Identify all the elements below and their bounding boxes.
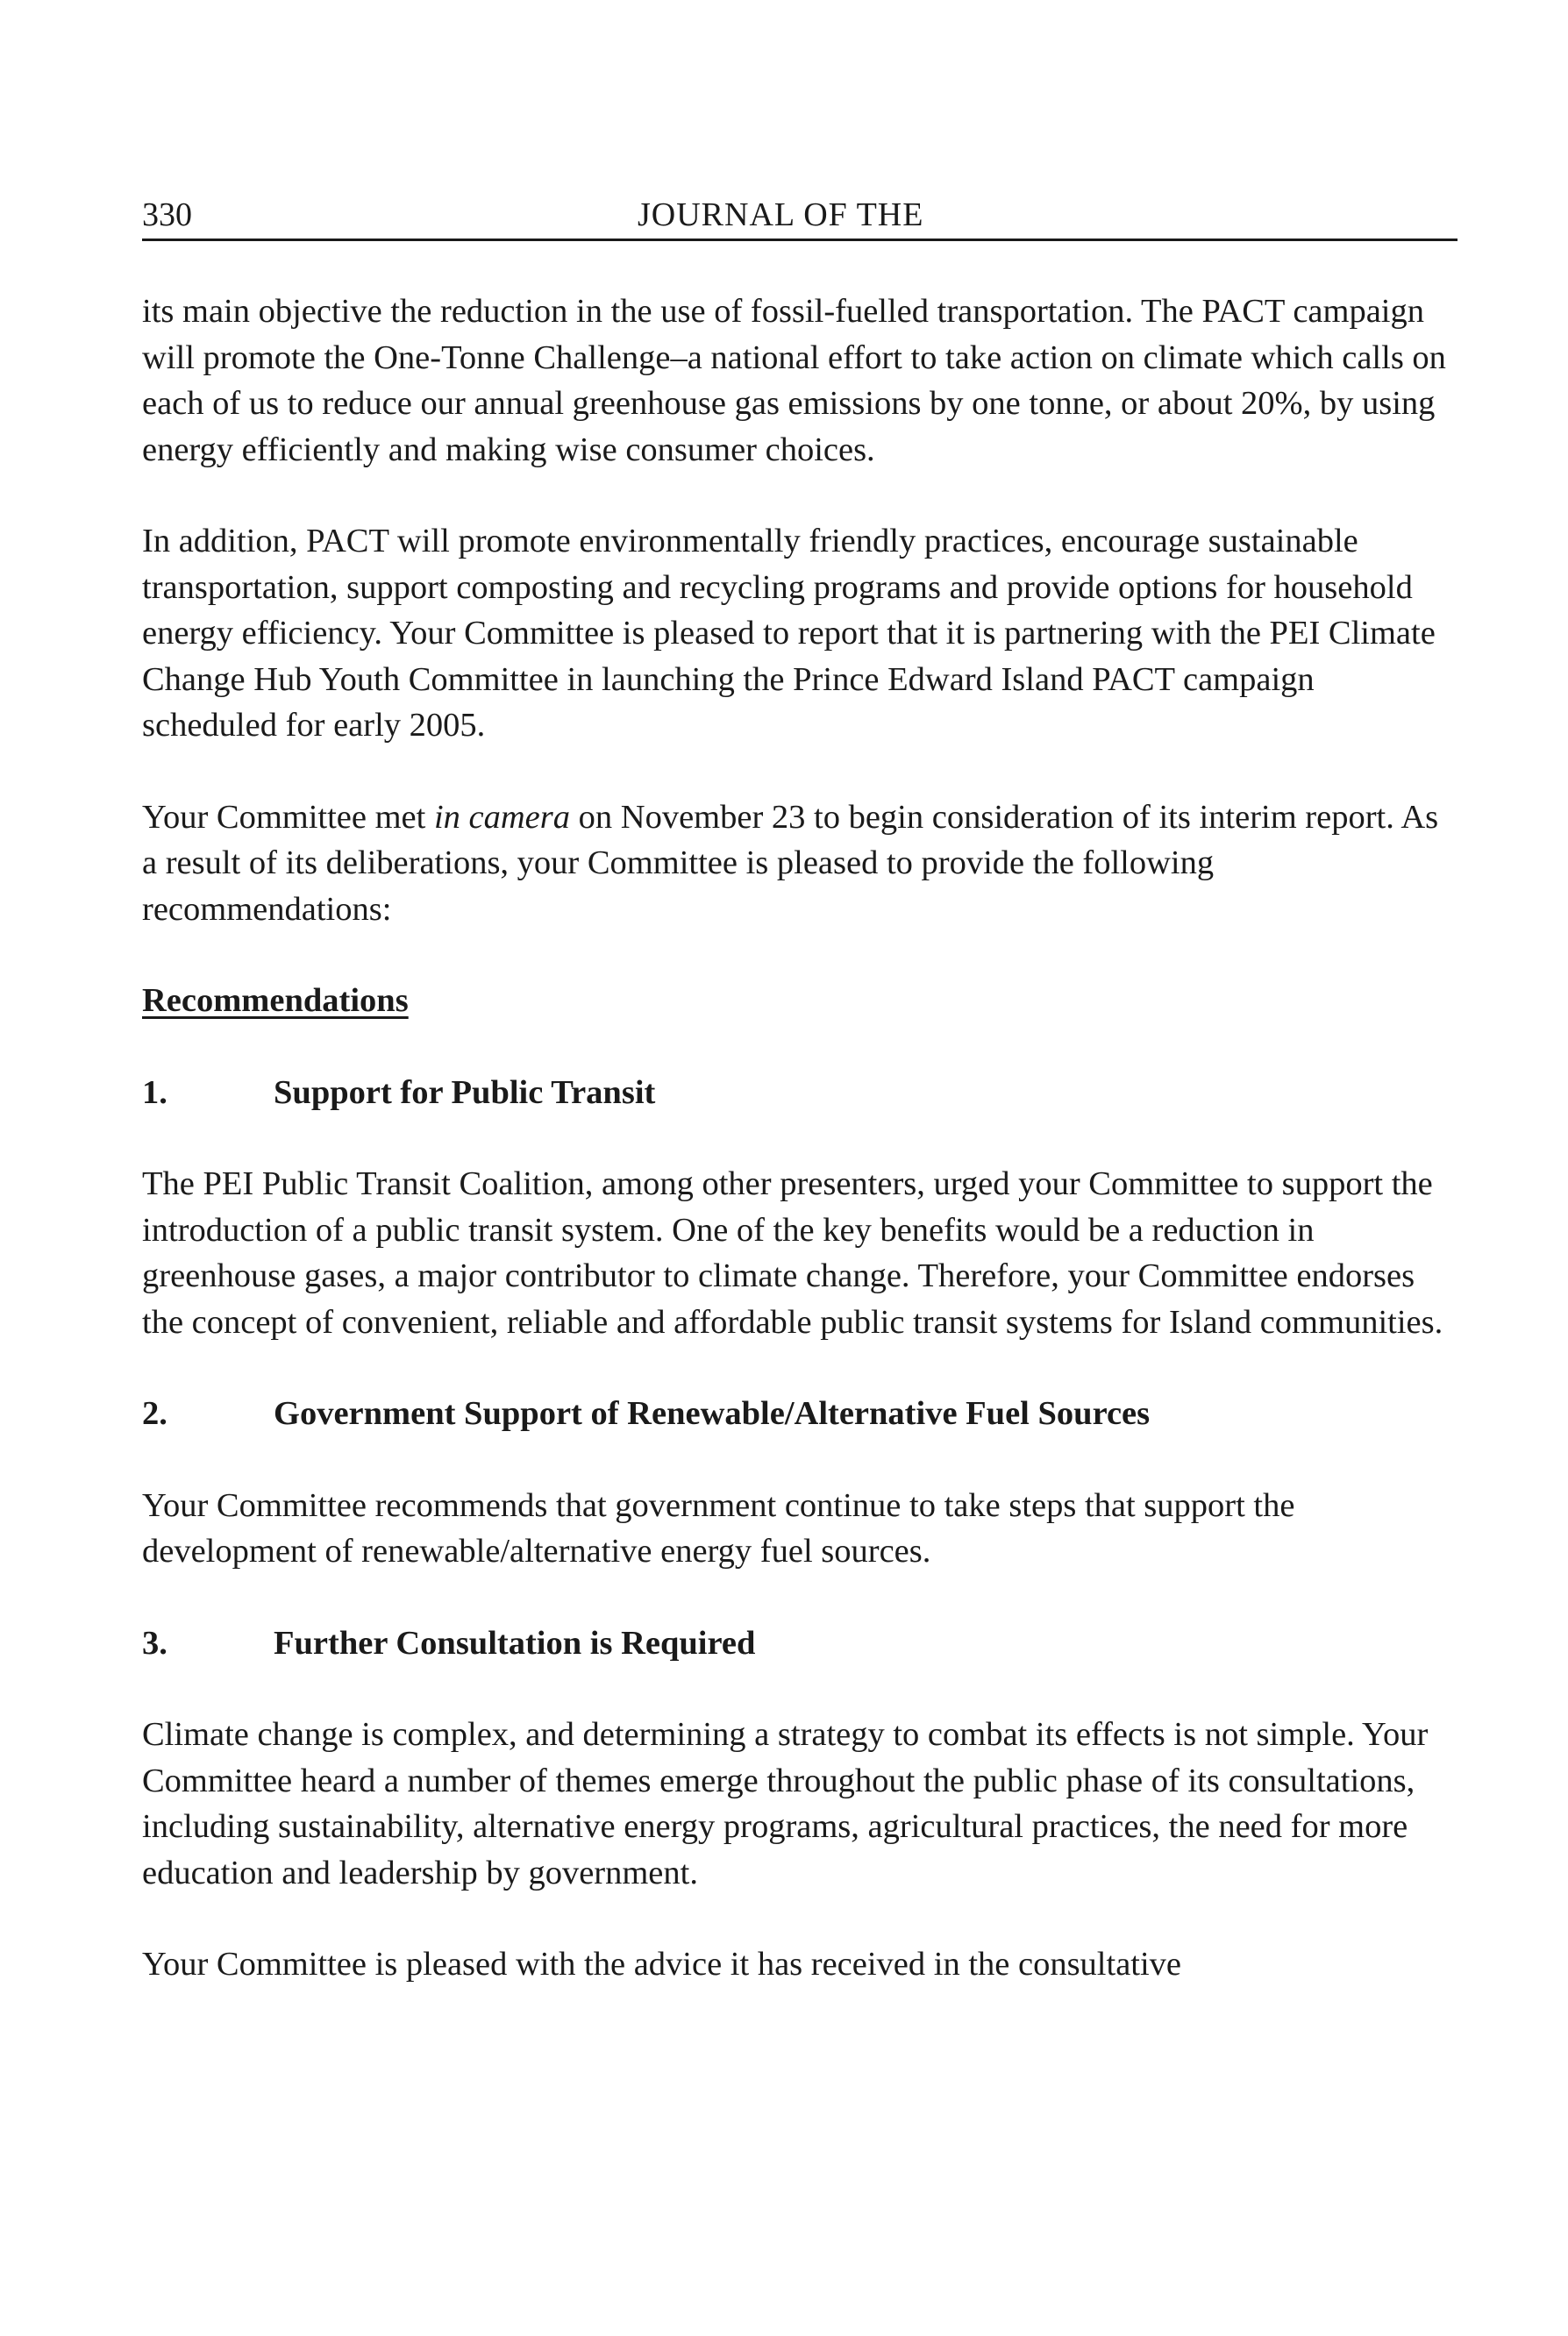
paragraph-pact-campaign: its main objective the reduction in the use of fossil-fuelled transportation. The PACT campaign will promote the One-Tonne Challenge–a national effort to take action on climate which calls on each of us to reduce our annual greenhouse gas emissions by one tonne, or about 20%, by using energy efficiently and making wise consumer choices. [142,293,1446,468]
recommendation-title: Further Consultation is Required [274,1624,756,1662]
recommendation-title: Support for Public Transit [274,1073,656,1111]
recommendation-number: 2. [142,1395,167,1432]
in-camera-text-before: Your Committee met [142,798,434,836]
document-body [142,288,1458,1988]
recommendation-heading-2 [142,1391,1458,1437]
recommendation-number: 3. [142,1624,167,1662]
recommendation-heading-1 [142,1070,1458,1116]
recommendation-body-3: Climate change is complex, and determining a strategy to combat its effects is not simple. Your Committee heard a number of themes emerge throughout the public phase of its consultations, including sustainability, alternative energy programs, agricultural practices, the need for more education and leadership by government. [142,1716,1429,1891]
paragraph-in-camera [142,794,1458,933]
in-camera-italic: in camera [433,798,571,836]
document-page [142,191,1458,2033]
paragraph-pact-practices: In addition, PACT will promote environmentally friendly practices, encourage sustainable transportation, support composting and recycling programs and provide options for household energy efficiency. Your Committee is pleased to report that it is partnering with the PEI Climate Change Hub Youth Committee in launching the Prince Edward Island PACT campaign scheduled for early 2005. [142,523,1436,744]
page-number: 330 [142,196,192,233]
running-header [142,191,1458,241]
recommendation-body-2: Your Committee recommends that government continue to take steps that support the development of renewable/alternative energy fuel sources. [142,1486,1295,1570]
recommendations-heading: Recommendations [142,982,409,1019]
journal-title: JOURNAL OF THE [638,196,924,233]
recommendation-body-1: The PEI Public Transit Coalition, among other presenters, urged your Committee to support the introduction of a public transit system. One of the key benefits would be a reduction in greenhouse gases, a major contributor to climate change. Therefore, your Committee endorses the concept of convenient, reliable and affordable public transit systems for Island communities. [142,1165,1443,1341]
in-camera-text-after: on November 23 to begin consideration of its interim report. As a result of its deliberations, your Committee is pleased to provide the following recommendations: [142,798,1439,928]
recommendation-title: Government Support of Renewable/Alternative Fuel Sources [274,1395,1151,1432]
recommendation-heading-3 [142,1620,1458,1667]
paragraph-closing: Your Committee is pleased with the advice it has received in the consultative [142,1946,1182,1983]
recommendation-number: 1. [142,1073,167,1111]
